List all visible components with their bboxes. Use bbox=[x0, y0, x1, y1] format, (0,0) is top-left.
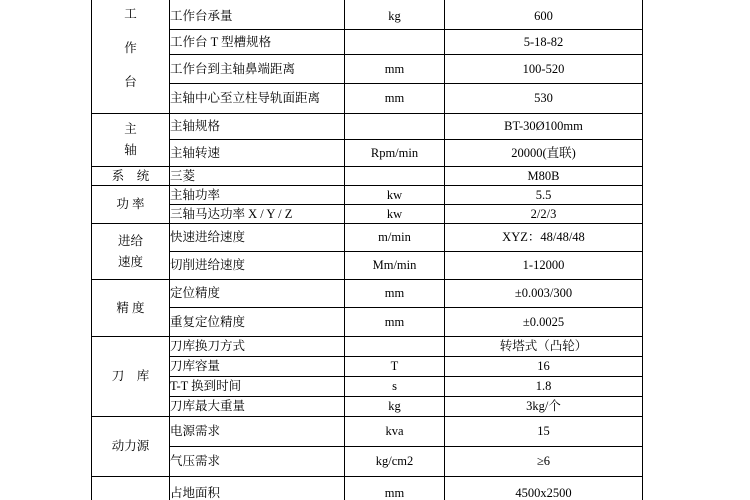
spec-value: XYZ：48/48/48 bbox=[445, 224, 643, 252]
spec-unit: mm bbox=[345, 84, 445, 114]
category-char: 作 bbox=[124, 40, 137, 55]
spec-unit bbox=[345, 30, 445, 55]
table-row bbox=[92, 55, 643, 84]
spec-value: 100-520 bbox=[445, 55, 643, 84]
spec-value: 4500x2500 bbox=[445, 477, 643, 500]
category-workbench bbox=[92, 0, 170, 114]
spec-table bbox=[91, 0, 643, 500]
spec-item: 工作台承量 bbox=[170, 0, 345, 30]
spec-item: 切削进给速度 bbox=[170, 252, 345, 280]
spec-item: 定位精度 bbox=[170, 280, 345, 308]
spec-unit: T bbox=[345, 357, 445, 377]
spec-item: 主轴中心至立柱导轨面距离 bbox=[170, 84, 345, 114]
spec-value: BT-30Ø100mm bbox=[445, 114, 643, 140]
category-char: 主 bbox=[124, 122, 137, 136]
spec-item: T-T 换到时间 bbox=[170, 377, 345, 397]
table-row bbox=[92, 252, 643, 280]
table-row bbox=[92, 205, 643, 224]
table-row bbox=[92, 167, 643, 186]
table-row bbox=[92, 0, 643, 30]
spec-unit: mm bbox=[345, 308, 445, 337]
spec-item: 主轴转速 bbox=[170, 140, 345, 167]
category-tool-magazine: 刀 库 bbox=[92, 337, 170, 417]
spec-value: 20000(直联) bbox=[445, 140, 643, 167]
spec-value: 1-12000 bbox=[445, 252, 643, 280]
table-row bbox=[92, 447, 643, 477]
table-row bbox=[92, 397, 643, 417]
table-row bbox=[92, 30, 643, 55]
spec-unit: kg bbox=[345, 0, 445, 30]
spec-unit: m/min bbox=[345, 224, 445, 252]
spec-item: 工作台到主轴鼻端距离 bbox=[170, 55, 345, 84]
category-power: 功 率 bbox=[92, 186, 170, 224]
spec-unit: mm bbox=[345, 280, 445, 308]
category-accuracy: 精 度 bbox=[92, 280, 170, 337]
spec-item: 占地面积 bbox=[170, 477, 345, 500]
spec-value: 5-18-82 bbox=[445, 30, 643, 55]
spec-value: 5.5 bbox=[445, 186, 643, 205]
category-char: 轴 bbox=[124, 143, 137, 157]
spec-value: 15 bbox=[445, 417, 643, 447]
spec-value: ±0.0025 bbox=[445, 308, 643, 337]
table-row bbox=[92, 280, 643, 308]
spec-unit: kva bbox=[345, 417, 445, 447]
spec-item: 电源需求 bbox=[170, 417, 345, 447]
spec-value: 3kg/个 bbox=[445, 397, 643, 417]
table-row bbox=[92, 84, 643, 114]
spec-value: ≥6 bbox=[445, 447, 643, 477]
spec-item: 工作台 T 型槽规格 bbox=[170, 30, 345, 55]
spec-unit bbox=[345, 337, 445, 357]
spec-value: M80B bbox=[445, 167, 643, 186]
spec-item: 三菱 bbox=[170, 167, 345, 186]
category-char: 进给 bbox=[117, 233, 143, 248]
spec-item: 主轴功率 bbox=[170, 186, 345, 205]
spec-value: 16 bbox=[445, 357, 643, 377]
table-row bbox=[92, 186, 643, 205]
table-row bbox=[92, 357, 643, 377]
spec-item: 刀库换刀方式 bbox=[170, 337, 345, 357]
spec-item: 重复定位精度 bbox=[170, 308, 345, 337]
spec-value: 600 bbox=[445, 0, 643, 30]
table-row bbox=[92, 377, 643, 397]
spec-unit: kg/cm2 bbox=[345, 447, 445, 477]
table-row bbox=[92, 337, 643, 357]
spec-unit bbox=[345, 114, 445, 140]
category-footprint bbox=[92, 477, 170, 500]
spec-item: 快速进给速度 bbox=[170, 224, 345, 252]
table-row bbox=[92, 417, 643, 447]
spec-unit bbox=[345, 167, 445, 186]
spec-value: 2/2/3 bbox=[445, 205, 643, 224]
spec-item: 刀库最大重量 bbox=[170, 397, 345, 417]
spec-item: 气压需求 bbox=[170, 447, 345, 477]
category-system: 系 统 bbox=[92, 167, 170, 186]
table-row bbox=[92, 224, 643, 252]
table-row bbox=[92, 114, 643, 140]
spec-item: 刀库容量 bbox=[170, 357, 345, 377]
table-row bbox=[92, 308, 643, 337]
spec-value: 530 bbox=[445, 84, 643, 114]
spec-unit: s bbox=[345, 377, 445, 397]
spec-unit: Mm/min bbox=[345, 252, 445, 280]
category-char: 台 bbox=[124, 74, 137, 89]
spec-unit: kg bbox=[345, 397, 445, 417]
spec-unit: mm bbox=[345, 477, 445, 500]
category-char: 工 bbox=[124, 6, 137, 21]
table-row bbox=[92, 140, 643, 167]
category-spindle bbox=[92, 114, 170, 167]
spec-value: 转塔式（凸轮） bbox=[445, 337, 643, 357]
category-power-source: 动力源 bbox=[92, 417, 170, 477]
table-row bbox=[92, 477, 643, 500]
spec-unit: mm bbox=[345, 55, 445, 84]
spec-unit: kw bbox=[345, 186, 445, 205]
spec-unit: kw bbox=[345, 205, 445, 224]
spec-item: 主轴规格 bbox=[170, 114, 345, 140]
spec-value: 1.8 bbox=[445, 377, 643, 397]
spec-item: 三轴马达功率 X / Y / Z bbox=[170, 205, 345, 224]
spec-unit: Rpm/min bbox=[345, 140, 445, 167]
category-char: 速度 bbox=[117, 254, 143, 269]
category-feed-speed bbox=[92, 224, 170, 280]
spec-value: ±0.003/300 bbox=[445, 280, 643, 308]
